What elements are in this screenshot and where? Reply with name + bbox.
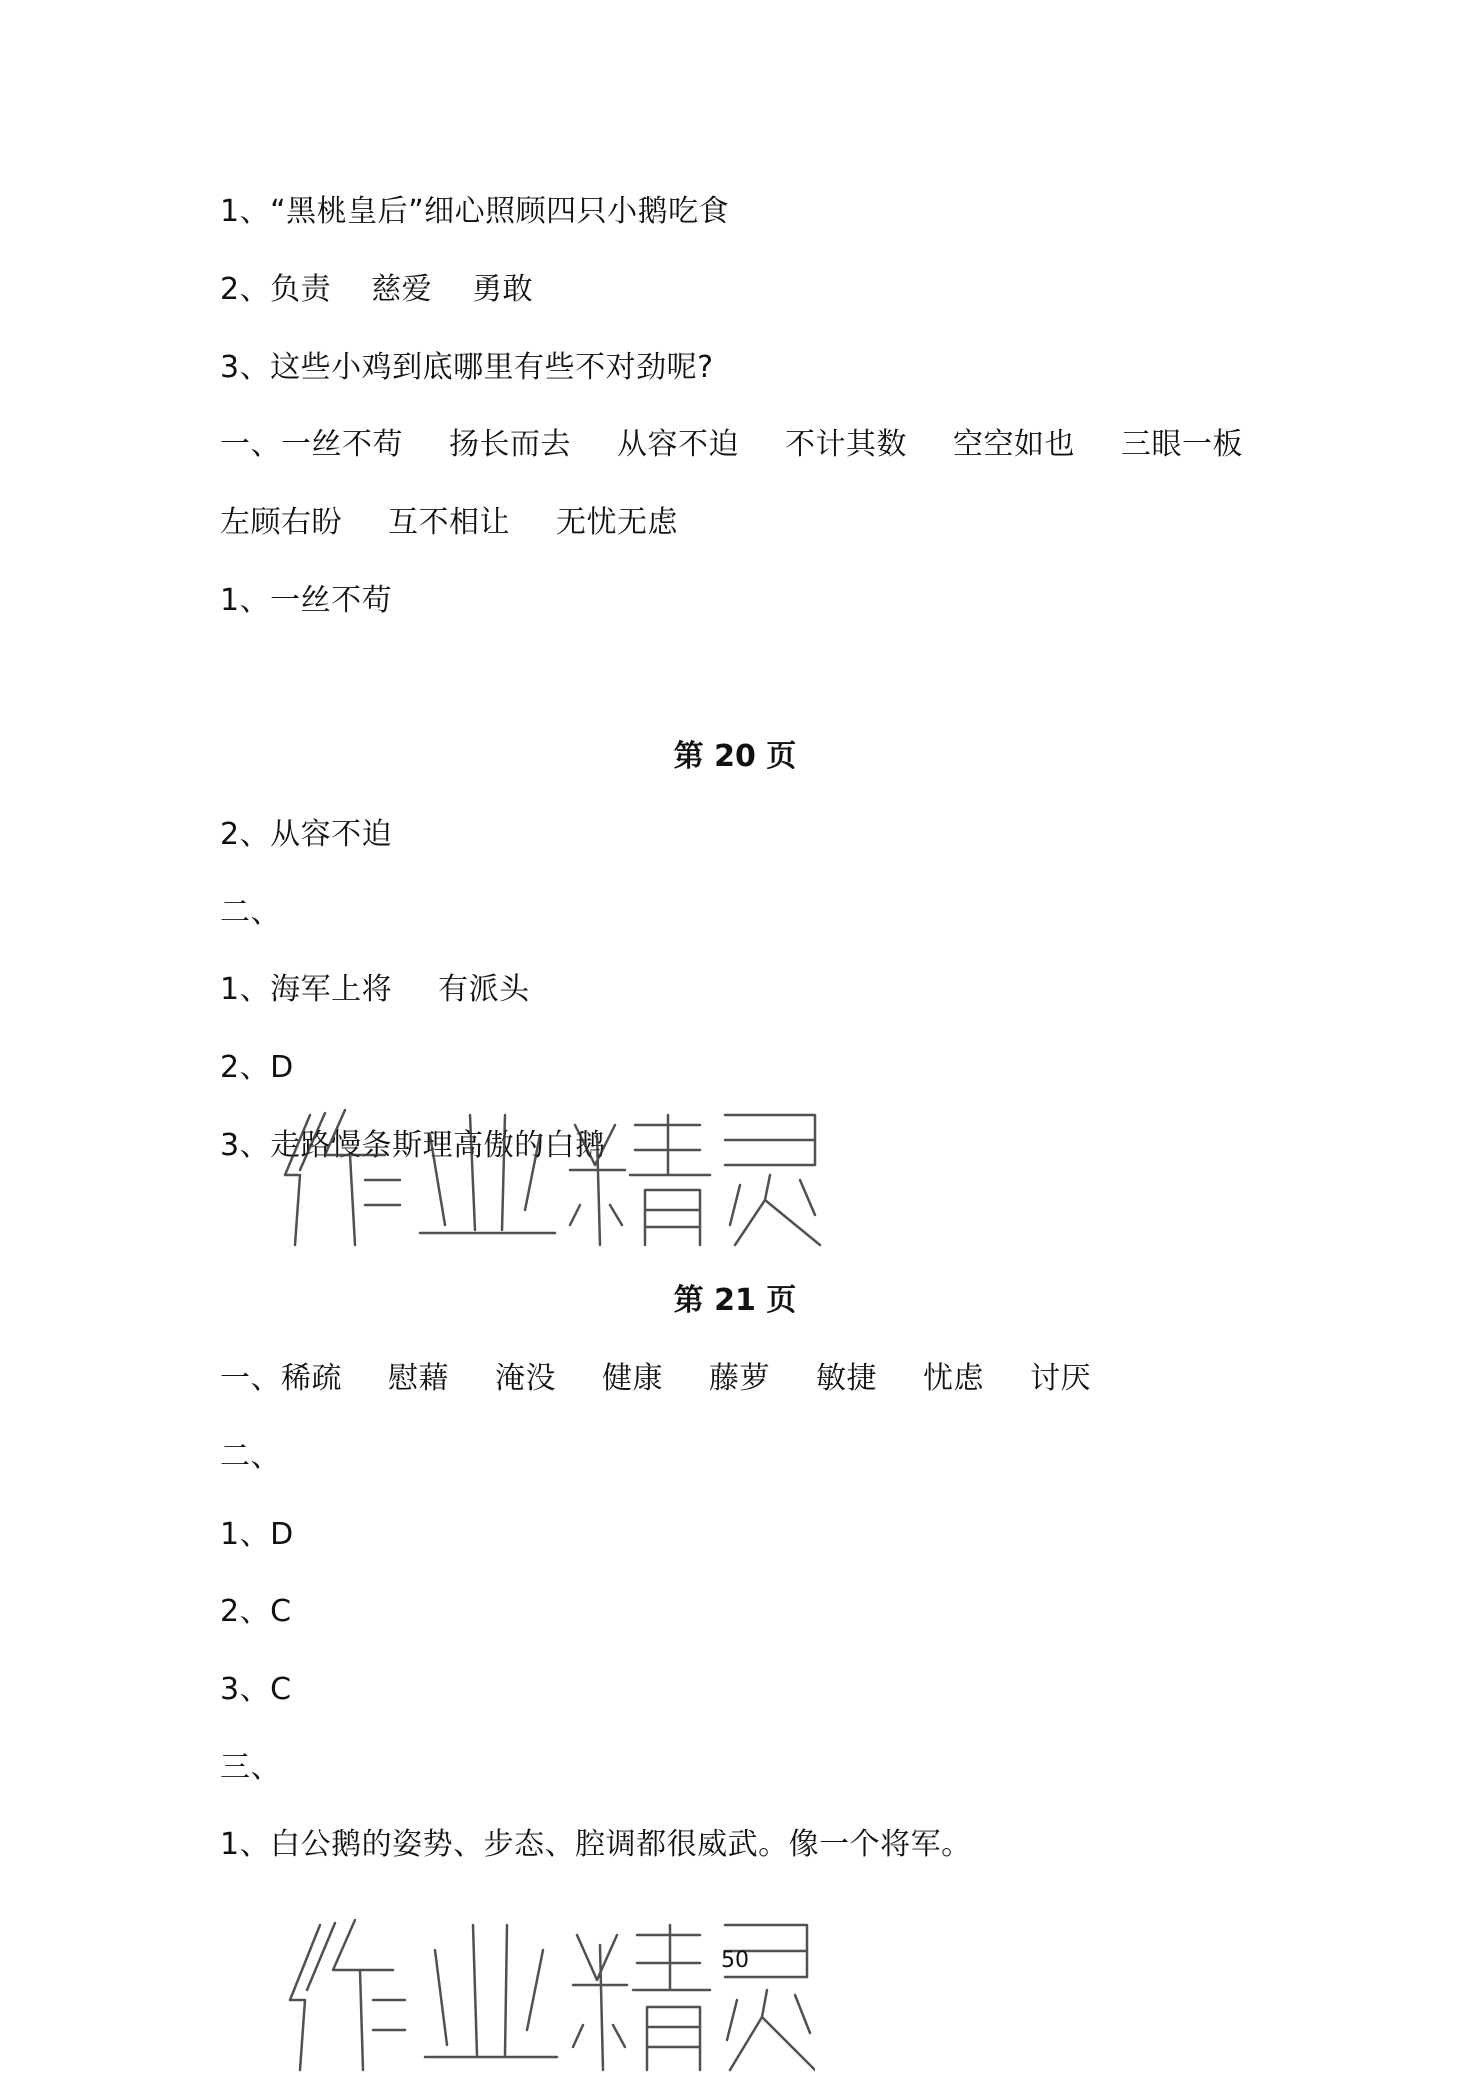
answer-text: 淹没 — [495, 1361, 556, 1396]
watermark-logo — [270, 1095, 840, 1255]
answer-line — [220, 1515, 294, 1555]
answer-text: 健康 — [602, 1361, 663, 1396]
answer-text: 敏捷 — [816, 1361, 877, 1396]
answer-text: 1、D — [220, 1517, 294, 1552]
answer-text: 不计其数 — [785, 427, 907, 462]
page-heading: 第 20 页 — [673, 739, 797, 774]
answer-line — [220, 1048, 294, 1088]
answer-text: 慰藉 — [388, 1361, 449, 1396]
answer-line — [220, 970, 530, 1010]
answer-text: 1、白公鹅的姿势、步态、腔调都很威武。像一个将军。 — [220, 1827, 972, 1862]
answer-text: 扬长而去 — [449, 427, 571, 462]
answer-text: 互不相让 — [388, 505, 510, 540]
answer-text: 忧虑 — [923, 1361, 984, 1396]
answer-text: 1、一丝不苟 — [220, 583, 393, 618]
answer-text: 慈爱 — [371, 272, 433, 307]
answer-text: 2、从容不迫 — [220, 817, 393, 852]
answer-line — [220, 1670, 292, 1710]
answer-text: 2、D — [220, 1050, 294, 1085]
answer-text: 二、 — [220, 895, 281, 930]
answer-text: 二、 — [220, 1439, 281, 1474]
answer-line — [220, 581, 392, 621]
watermark-logo — [275, 1905, 815, 2075]
answer-text: 一、稀疏 — [220, 1361, 342, 1396]
answer-line — [220, 1359, 1091, 1399]
answer-text: 2、C — [220, 1594, 292, 1629]
answer-text: 讨厌 — [1030, 1361, 1091, 1396]
answer-text: 三、 — [220, 1750, 281, 1785]
page-heading: 第 21 页 — [673, 1283, 797, 1318]
answer-text: 2、负责 — [220, 272, 332, 307]
answer-line — [220, 893, 281, 933]
answer-text: 无忧无虑 — [556, 505, 678, 540]
answer-line — [220, 1825, 972, 1865]
answer-text: 左顾右盼 — [220, 505, 342, 540]
answer-text: 3、这些小鸡到底哪里有些不对劲呢? — [220, 350, 714, 385]
answer-line — [220, 503, 678, 543]
answer-text: 1、“黑桃皇后”细心照顾四只小鹅吃食 — [220, 194, 730, 229]
answer-text: 有派头 — [438, 972, 530, 1007]
answer-text: 三眼一板 — [1121, 427, 1243, 462]
answer-line — [220, 1437, 281, 1477]
answer-text: 藤萝 — [709, 1361, 770, 1396]
answer-line — [220, 1592, 292, 1632]
answer-text: 勇敢 — [472, 272, 534, 307]
answer-line — [220, 1748, 281, 1788]
answer-text: 3、C — [220, 1672, 292, 1707]
answer-text: 1、海军上将 — [220, 972, 393, 1007]
answer-text: 空空如也 — [953, 427, 1075, 462]
answer-text: 3、走路慢条斯理高傲的白鹅 — [220, 1128, 606, 1163]
page-number: 50 — [721, 1948, 749, 1973]
answer-line — [220, 815, 392, 855]
answer-text: 一、一丝不苟 — [220, 427, 403, 462]
answer-line — [220, 192, 729, 232]
answer-line — [220, 1126, 606, 1166]
answer-line — [220, 270, 533, 310]
answer-line — [220, 425, 1243, 465]
answer-line — [220, 348, 714, 388]
answer-text: 从容不迫 — [617, 427, 739, 462]
